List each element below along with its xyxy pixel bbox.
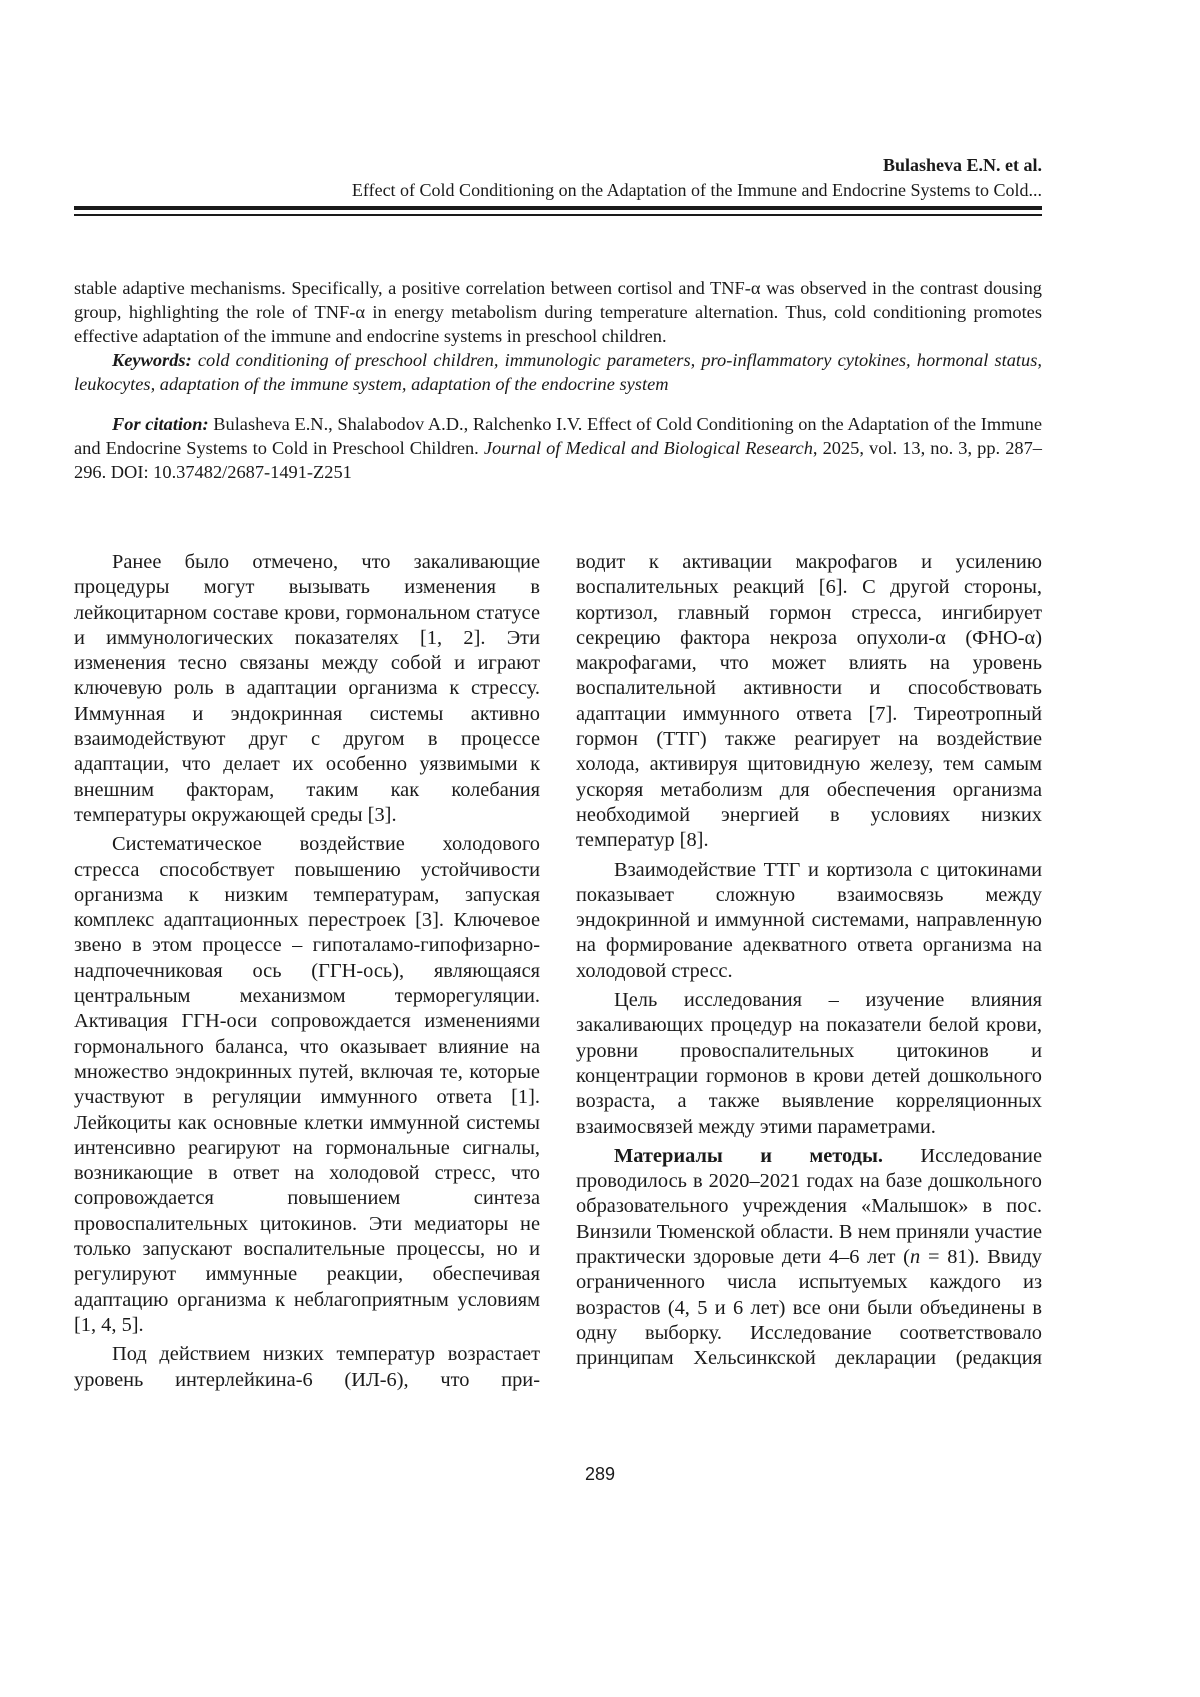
- body-paragraph-5: Цель исследования – изучение влияния закаливающих процедур на показатели белой крови, уровни провоспалительных цитокинов и концентрации гормонов в крови детей дошкольного возраста, а также выявление корреляционных взаимосвязей между этими параметрами.: [576, 989, 1042, 1138]
- keywords-label: Keywords:: [112, 350, 192, 370]
- citation-journal: Journal of Medical and Biological Research: [483, 438, 813, 458]
- sample-size-symbol: n: [909, 1246, 921, 1269]
- header-rule-thin: [74, 214, 1042, 216]
- page-number: 289: [584, 1464, 616, 1484]
- body-paragraph-4: Взаимодействие ТТГ и кортизола с цитокинами показывает сложную взаимосвязь между эндокринной и иммунной системами, направленную на формирование адекватного ответа организма на холодовой стресс.: [576, 858, 1042, 982]
- abstract-text: stable adaptive mechanisms. Specifically, a positive correlation between cortisol and TNF-α was observed in the contrast dousing group, highlighting the role of TNF-α in energy metabolism during temperature alternation. Thus, cold conditioning promotes effective adaptation of the immune and endocrine systems in preschool children.: [74, 278, 1042, 346]
- keywords-text: cold conditioning of preschool children, immunologic parameters, pro-inflammatory cytokines, hormonal status, leukocytes, adaptation of the immune system, adaptation of the endocrine system: [74, 350, 1042, 394]
- body-column-right: [576, 550, 1042, 1372]
- abstract-block: [74, 276, 1042, 484]
- body-paragraph-6: [576, 1144, 1042, 1372]
- body-paragraph-1: Ранее было отмечено, что закаливающие процедуры могут вызывать изменения в лейкоцитарном составе крови, гормональном статусе и иммунологических показателях [1, 2]. Эти изменения тесно связаны между собой и играют ключевую роль в адаптации организма к стрессу. Иммунная и эндокринная системы активно взаимодействуют друг с другом в процессе адаптации, что делает их особенно уязвимыми к внешним факторам, таким как колебания температуры окружающей среды [3].: [74, 551, 540, 826]
- keywords: [74, 348, 1042, 396]
- body-paragraph-3-end: водит к активации макрофагов и усилению воспалительных реакций [6]. С другой стороны, кортизол, главный гормон стресса, ингибирует секрецию фактора некроза опухоли-α (ФНО-α) макрофагами, что может влиять на уровень воспалительной активности и способствовать адаптации иммунного ответа [7]. Тиреотропный гормон (ТТГ) также реагирует на воздействие холода, активируя щитовидную железу, тем самым ускоряя метаболизм для обеспечения организма необходимой энергией в условиях низких температур [8].: [576, 551, 1042, 852]
- header-article-title: Effect of Cold Conditioning on the Adaptation of the Immune and Endocrine Systems to Cold...: [351, 180, 1042, 200]
- running-header: [352, 153, 1042, 202]
- citation-details: , 2025, vol. 13, no. 3, pp. 287–296. DOI: 10.37482/2687-1491-Z251: [74, 438, 1042, 482]
- header-authors: Bulasheva E.N. et al.: [882, 155, 1042, 175]
- body-column-left: [74, 550, 540, 1393]
- section-heading-methods: Материалы и методы.: [614, 1144, 883, 1167]
- citation-authors-title: Bulasheva E.N., Shalabodov A.D., Ralchenko I.V. Effect of Cold Conditioning on the Adaptation of the Immune and Endocrine Systems to Cold in Preschool Children.: [74, 414, 1042, 458]
- body-paragraph-2: Систематическое воздействие холодового стресса способствует повышению устойчивости организма к низким температурам, запуская комплекс адаптационных перестроек [3]. Ключевое звено в этом процессе – гипоталамо-гипофизарно-надпочечниковая ось (ГГН-ось), являющаяся центральным механизмом терморегуляции. Активация ГГН-оси сопровождается изменениями гормонального баланса, что оказывает влияние на множество эндокринных путей, включая те, которые участвуют в регуляции иммунного ответа [1]. Лейкоциты как основные клетки иммунной системы интенсивно реагируют на гормональные сигналы, возникающие в ответ на холодовой стресс, что сопровождается повышением синтеза провоспалительных цитокинов. Эти медиаторы не только запускают воспалительные процессы, но и регулируют иммунные реакции, обеспечивая адаптацию организма к неблагоприятным условиям [1, 4, 5].: [74, 833, 540, 1336]
- citation-label: For citation:: [112, 414, 209, 434]
- methods-text-a: Исследование проводилось в 2020–2021 годах на базе дошкольного образовательного учреждения «Малышок» в пос. Винзили Тюменской области. В нем приняли участие практически здоровые дети 4–6 лет (: [576, 1144, 1042, 1269]
- body-paragraph-3-start: Под действием низких температур возрастает уровень интерлейкина-6 (ИЛ-6), что при-: [74, 1343, 540, 1391]
- methods-text-b: = 81). Ввиду ограниченного числа испытуемых каждого из возрастов (4, 5 и 6 лет) все они были объединены в одну выборку. Исследование соответствовало принципам Хельсинкской декларации (редакция: [576, 1246, 1042, 1370]
- citation: [74, 412, 1042, 484]
- header-rule-thick: [74, 206, 1042, 210]
